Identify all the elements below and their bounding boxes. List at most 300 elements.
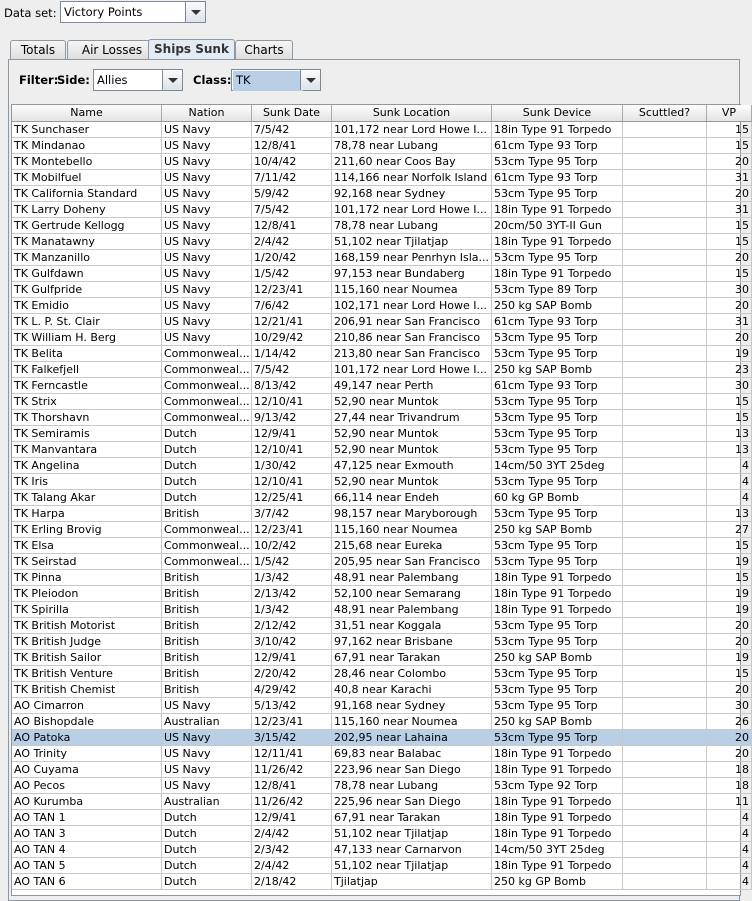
cell-scuttled <box>623 218 707 233</box>
cell-sunk-location: 67,91 near Tarakan <box>332 650 492 665</box>
column-header-sunk-location[interactable]: Sunk Location <box>332 105 492 121</box>
cell-vp: 4 <box>707 874 752 889</box>
cell-nation: US Navy <box>162 122 252 137</box>
cell-vp: 19 <box>707 346 752 361</box>
cell-sunk-location: 115,160 near Noumea <box>332 714 492 729</box>
table-row[interactable] <box>12 362 752 378</box>
table-row[interactable] <box>12 218 752 234</box>
table-row[interactable] <box>12 410 752 426</box>
cell-sunk-date: 1/30/42 <box>252 458 332 473</box>
table-row[interactable] <box>12 554 752 570</box>
cell-vp: 4 <box>707 826 752 841</box>
cell-sunk-date: 1/3/42 <box>252 570 332 585</box>
cell-nation: Commonweal... <box>162 362 252 377</box>
column-header-vp[interactable]: VP <box>707 105 752 121</box>
cell-name: TK Montebello <box>12 154 162 169</box>
cell-sunk-location: 52,90 near Muntok <box>332 426 492 441</box>
cell-sunk-date: 12/25/41 <box>252 490 332 505</box>
cell-sunk-location: 52,100 near Semarang <box>332 586 492 601</box>
cell-sunk-location: 206,91 near San Francisco <box>332 314 492 329</box>
cell-name: AO TAN 3 <box>12 826 162 841</box>
cell-vp: 18 <box>707 762 752 777</box>
cell-sunk-device: 61cm Type 93 Torp <box>492 378 623 393</box>
cell-sunk-device: 53cm Type 95 Torp <box>492 506 623 521</box>
cell-sunk-device: 18in Type 91 Torpedo <box>492 202 623 217</box>
cell-nation: Dutch <box>162 426 252 441</box>
table-row[interactable] <box>12 250 752 266</box>
cell-vp: 20 <box>707 634 752 649</box>
cell-sunk-location: 78,78 near Lubang <box>332 138 492 153</box>
cell-scuttled <box>623 298 707 313</box>
chevron-down-icon[interactable] <box>300 70 320 90</box>
column-header-nation[interactable]: Nation <box>162 105 252 121</box>
cell-name: TK Iris <box>12 474 162 489</box>
cell-vp: 15 <box>707 394 752 409</box>
table-row[interactable] <box>12 170 752 186</box>
cell-scuttled <box>623 794 707 809</box>
cell-sunk-date: 5/13/42 <box>252 698 332 713</box>
cell-nation: Commonweal... <box>162 346 252 361</box>
cell-name: AO Kurumba <box>12 794 162 809</box>
table-row[interactable] <box>12 858 752 874</box>
cell-nation: Commonweal... <box>162 554 252 569</box>
table-row[interactable] <box>12 442 752 458</box>
cell-nation: British <box>162 618 252 633</box>
cell-nation: Australian <box>162 794 252 809</box>
cell-sunk-location: 98,157 near Maryborough <box>332 506 492 521</box>
cell-vp: 19 <box>707 602 752 617</box>
cell-name: TK Mindanao <box>12 138 162 153</box>
table-row[interactable] <box>12 282 752 298</box>
cell-nation: British <box>162 570 252 585</box>
cell-sunk-location: 52,90 near Muntok <box>332 394 492 409</box>
cell-vp: 18 <box>707 778 752 793</box>
cell-sunk-location: 66,114 near Endeh <box>332 490 492 505</box>
cell-sunk-date: 3/15/42 <box>252 730 332 745</box>
table-row[interactable] <box>12 746 752 762</box>
cell-sunk-device: 18in Type 91 Torpedo <box>492 570 623 585</box>
table-row[interactable] <box>12 138 752 154</box>
table-row[interactable] <box>12 570 752 586</box>
cell-sunk-date: 1/5/42 <box>252 266 332 281</box>
cell-sunk-date: 12/10/41 <box>252 394 332 409</box>
cell-name: TK British Venture <box>12 666 162 681</box>
cell-sunk-date: 3/7/42 <box>252 506 332 521</box>
cell-sunk-date: 2/18/42 <box>252 874 332 889</box>
cell-vp: 15 <box>707 666 752 681</box>
cell-sunk-device: 18in Type 91 Torpedo <box>492 602 623 617</box>
cell-vp: 31 <box>707 202 752 217</box>
table-row[interactable] <box>12 346 752 362</box>
cell-sunk-date: 12/8/41 <box>252 138 332 153</box>
table-row[interactable] <box>12 474 752 490</box>
cell-sunk-device: 14cm/50 3YT 25deg <box>492 458 623 473</box>
table-row[interactable] <box>12 842 752 858</box>
table-row[interactable] <box>12 602 752 618</box>
cell-vp: 26 <box>707 714 752 729</box>
cell-scuttled <box>623 618 707 633</box>
cell-scuttled <box>623 730 707 745</box>
cell-scuttled <box>623 378 707 393</box>
table-row[interactable] <box>12 330 752 346</box>
tab-totals[interactable]: Totals <box>10 40 66 59</box>
dataset-select[interactable] <box>60 1 206 23</box>
cell-name: TK Sunchaser <box>12 122 162 137</box>
ships-sunk-panel <box>8 59 749 901</box>
cell-nation: British <box>162 682 252 697</box>
table-body <box>12 122 752 890</box>
cell-sunk-date: 12/23/41 <box>252 522 332 537</box>
cell-sunk-device: 53cm Type 95 Torp <box>492 394 623 409</box>
table-row[interactable] <box>12 154 752 170</box>
cell-sunk-location: 78,78 near Lubang <box>332 778 492 793</box>
table-row[interactable] <box>12 266 752 282</box>
cell-nation: Dutch <box>162 842 252 857</box>
cell-name: TK British Motorist <box>12 618 162 633</box>
table-row[interactable] <box>12 458 752 474</box>
table-row[interactable] <box>12 778 752 794</box>
cell-sunk-date: 12/23/41 <box>252 714 332 729</box>
dataset-label: Data set: <box>4 6 57 20</box>
cell-sunk-date: 10/4/42 <box>252 154 332 169</box>
cell-sunk-location: 115,160 near Noumea <box>332 282 492 297</box>
cell-sunk-location: 92,168 near Sydney <box>332 186 492 201</box>
tab-ships-sunk[interactable]: Ships Sunk <box>148 39 235 60</box>
cell-scuttled <box>623 666 707 681</box>
table-row[interactable] <box>12 586 752 602</box>
table-row[interactable] <box>12 378 752 394</box>
cell-sunk-date: 2/12/42 <box>252 618 332 633</box>
table-row[interactable] <box>12 714 752 730</box>
cell-vp: 20 <box>707 682 752 697</box>
cell-sunk-location: 223,96 near San Diego <box>332 762 492 777</box>
table-row[interactable] <box>12 874 752 890</box>
cell-sunk-date: 12/9/41 <box>252 426 332 441</box>
cell-vp: 19 <box>707 586 752 601</box>
cell-scuttled <box>623 714 707 729</box>
cell-sunk-location: 225,96 near San Diego <box>332 794 492 809</box>
tab-charts[interactable]: Charts <box>235 40 293 59</box>
cell-sunk-device: 250 kg GP Bomb <box>492 874 623 889</box>
cell-sunk-date: 1/14/42 <box>252 346 332 361</box>
cell-sunk-location: 211,60 near Coos Bay <box>332 154 492 169</box>
cell-vp: 20 <box>707 618 752 633</box>
cell-sunk-location: 67,91 near Tarakan <box>332 810 492 825</box>
cell-nation: US Navy <box>162 314 252 329</box>
cell-nation: Dutch <box>162 826 252 841</box>
cell-scuttled <box>623 122 707 137</box>
cell-nation: Dutch <box>162 810 252 825</box>
cell-name: TK Seirstad <box>12 554 162 569</box>
cell-nation: US Navy <box>162 250 252 265</box>
cell-scuttled <box>623 138 707 153</box>
cell-sunk-date: 7/5/42 <box>252 202 332 217</box>
cell-nation: Dutch <box>162 874 252 889</box>
cell-sunk-location: 210,86 near San Francisco <box>332 330 492 345</box>
cell-scuttled <box>623 746 707 761</box>
column-header-scuttled[interactable]: Scuttled? <box>623 105 707 121</box>
cell-sunk-device: 18in Type 91 Torpedo <box>492 122 623 137</box>
cell-sunk-location: 52,90 near Muntok <box>332 442 492 457</box>
cell-name: TK Spirilla <box>12 602 162 617</box>
cell-name: TK Falkefjell <box>12 362 162 377</box>
table-row[interactable] <box>12 826 752 842</box>
cell-sunk-date: 1/20/42 <box>252 250 332 265</box>
column-header-sunk-device[interactable]: Sunk Device <box>492 105 623 121</box>
table-row[interactable] <box>12 234 752 250</box>
table-row[interactable] <box>12 490 752 506</box>
cell-sunk-location: 27,44 near Trivandrum <box>332 410 492 425</box>
cell-sunk-device: 18in Type 91 Torpedo <box>492 826 623 841</box>
cell-sunk-location: 168,159 near Penrhyn Isla... <box>332 250 492 265</box>
table-row[interactable] <box>12 698 752 714</box>
table-row[interactable] <box>12 682 752 698</box>
cell-sunk-location: 215,68 near Eureka <box>332 538 492 553</box>
cell-sunk-location: 48,91 near Palembang <box>332 570 492 585</box>
cell-sunk-device: 53cm Type 95 Torp <box>492 186 623 201</box>
cell-name: TK Ferncastle <box>12 378 162 393</box>
table-row[interactable] <box>12 506 752 522</box>
cell-name: TK Talang Akar <box>12 490 162 505</box>
cell-sunk-device: 18in Type 91 Torpedo <box>492 762 623 777</box>
cell-nation: US Navy <box>162 138 252 153</box>
class-select[interactable] <box>231 69 321 91</box>
cell-vp: 15 <box>707 266 752 281</box>
cell-sunk-location: 48,91 near Palembang <box>332 602 492 617</box>
cell-sunk-location: 115,160 near Noumea <box>332 522 492 537</box>
cell-scuttled <box>623 522 707 537</box>
cell-name: TK Mobilfuel <box>12 170 162 185</box>
cell-nation: Commonweal... <box>162 522 252 537</box>
cell-sunk-date: 9/13/42 <box>252 410 332 425</box>
cell-sunk-device: 53cm Type 95 Torp <box>492 154 623 169</box>
cell-vp: 13 <box>707 442 752 457</box>
table-row[interactable] <box>12 186 752 202</box>
cell-name: AO Cimarron <box>12 698 162 713</box>
table-row[interactable] <box>12 762 752 778</box>
cell-sunk-date: 2/20/42 <box>252 666 332 681</box>
table-row[interactable] <box>12 314 752 330</box>
cell-vp: 11 <box>707 794 752 809</box>
cell-sunk-location: 205,95 near San Francisco <box>332 554 492 569</box>
cell-sunk-device: 250 kg SAP Bomb <box>492 650 623 665</box>
cell-sunk-device: 53cm Type 92 Torp <box>492 778 623 793</box>
cell-name: TK Gulfdawn <box>12 266 162 281</box>
cell-vp: 4 <box>707 842 752 857</box>
chevron-down-icon[interactable] <box>185 2 205 22</box>
cell-name: AO Trinity <box>12 746 162 761</box>
cell-nation: US Navy <box>162 762 252 777</box>
cell-scuttled <box>623 810 707 825</box>
cell-nation: US Navy <box>162 154 252 169</box>
cell-sunk-date: 12/23/41 <box>252 282 332 297</box>
cell-scuttled <box>623 570 707 585</box>
cell-vp: 19 <box>707 650 752 665</box>
cell-vp: 20 <box>707 730 752 745</box>
cell-sunk-date: 2/4/42 <box>252 826 332 841</box>
cell-scuttled <box>623 458 707 473</box>
cell-name: TK Pleiodon <box>12 586 162 601</box>
cell-name: TK Larry Doheny <box>12 202 162 217</box>
cell-sunk-location: 213,80 near San Francisco <box>332 346 492 361</box>
cell-scuttled <box>623 490 707 505</box>
cell-sunk-device: 53cm Type 95 Torp <box>492 346 623 361</box>
cell-sunk-device: 53cm Type 95 Torp <box>492 410 623 425</box>
cell-sunk-location: 49,147 near Perth <box>332 378 492 393</box>
ships-sunk-table[interactable] <box>11 104 749 896</box>
cell-scuttled <box>623 698 707 713</box>
cell-sunk-device: 53cm Type 95 Torp <box>492 618 623 633</box>
cell-sunk-date: 4/29/42 <box>252 682 332 697</box>
cell-vp: 15 <box>707 410 752 425</box>
cell-nation: Dutch <box>162 490 252 505</box>
cell-sunk-location: 101,172 near Lord Howe I... <box>332 202 492 217</box>
cell-name: TK Manvantara <box>12 442 162 457</box>
cell-sunk-device: 53cm Type 95 Torp <box>492 730 623 745</box>
cell-nation: Dutch <box>162 474 252 489</box>
cell-sunk-device: 18in Type 91 Torpedo <box>492 810 623 825</box>
cell-vp: 20 <box>707 154 752 169</box>
cell-name: TK British Sailor <box>12 650 162 665</box>
cell-scuttled <box>623 394 707 409</box>
cell-sunk-date: 7/5/42 <box>252 362 332 377</box>
cell-vp: 15 <box>707 122 752 137</box>
cell-scuttled <box>623 474 707 489</box>
cell-vp: 4 <box>707 490 752 505</box>
cell-name: TK Belita <box>12 346 162 361</box>
cell-nation: Dutch <box>162 858 252 873</box>
cell-sunk-device: 20cm/50 3YT-II Gun <box>492 218 623 233</box>
table-row[interactable] <box>12 522 752 538</box>
cell-sunk-date: 7/6/42 <box>252 298 332 313</box>
cell-sunk-device: 61cm Type 93 Torp <box>492 138 623 153</box>
cell-sunk-location: 47,133 near Carnarvon <box>332 842 492 857</box>
dataset-bar <box>0 0 735 28</box>
cell-nation: British <box>162 634 252 649</box>
cell-nation: US Navy <box>162 746 252 761</box>
cell-sunk-location: 101,172 near Lord Howe I... <box>332 122 492 137</box>
cell-sunk-device: 53cm Type 95 Torp <box>492 426 623 441</box>
cell-scuttled <box>623 650 707 665</box>
cell-sunk-device: 53cm Type 95 Torp <box>492 634 623 649</box>
table-row[interactable] <box>12 426 752 442</box>
cell-scuttled <box>623 314 707 329</box>
cell-sunk-device: 18in Type 91 Torpedo <box>492 746 623 761</box>
cell-vp: 15 <box>707 570 752 585</box>
cell-nation: US Navy <box>162 266 252 281</box>
cell-sunk-device: 53cm Type 95 Torp <box>492 250 623 265</box>
cell-sunk-location: 97,162 near Brisbane <box>332 634 492 649</box>
cell-vp: 4 <box>707 810 752 825</box>
cell-vp: 4 <box>707 858 752 873</box>
cell-sunk-device: 18in Type 91 Torpedo <box>492 234 623 249</box>
table-row[interactable] <box>12 810 752 826</box>
cell-nation: US Navy <box>162 218 252 233</box>
cell-name: AO TAN 1 <box>12 810 162 825</box>
cell-scuttled <box>623 554 707 569</box>
cell-sunk-date: 11/26/42 <box>252 762 332 777</box>
cell-sunk-location: 102,171 near Lord Howe I... <box>332 298 492 313</box>
cell-sunk-device: 53cm Type 95 Torp <box>492 474 623 489</box>
cell-scuttled <box>623 250 707 265</box>
cell-name: TK L. P. St. Clair <box>12 314 162 329</box>
cell-scuttled <box>623 282 707 297</box>
table-row[interactable] <box>12 298 752 314</box>
cell-nation: Commonweal... <box>162 394 252 409</box>
cell-scuttled <box>623 426 707 441</box>
cell-sunk-device: 53cm Type 95 Torp <box>492 666 623 681</box>
table-row[interactable] <box>12 666 752 682</box>
cell-name: TK Manzanillo <box>12 250 162 265</box>
cell-nation: Australian <box>162 714 252 729</box>
cell-sunk-date: 2/3/42 <box>252 842 332 857</box>
cell-scuttled <box>623 826 707 841</box>
cell-sunk-location: 47,125 near Exmouth <box>332 458 492 473</box>
cell-sunk-date: 11/26/42 <box>252 794 332 809</box>
cell-scuttled <box>623 170 707 185</box>
table-row[interactable] <box>12 538 752 554</box>
cell-scuttled <box>623 506 707 521</box>
column-header-name[interactable]: Name <box>12 105 162 121</box>
cell-nation: British <box>162 602 252 617</box>
cell-scuttled <box>623 266 707 281</box>
table-row[interactable] <box>12 618 752 634</box>
cell-nation: US Navy <box>162 282 252 297</box>
cell-name: AO Cuyama <box>12 762 162 777</box>
table-row[interactable] <box>12 634 752 650</box>
cell-nation: Commonweal... <box>162 378 252 393</box>
cell-sunk-device: 18in Type 91 Torpedo <box>492 794 623 809</box>
column-header-sunk-date[interactable]: Sunk Date <box>252 105 332 121</box>
cell-scuttled <box>623 842 707 857</box>
side-select[interactable] <box>93 69 183 91</box>
tab-air-losses[interactable]: Air Losses <box>67 40 157 59</box>
cell-vp: 30 <box>707 378 752 393</box>
cell-sunk-location: 51,102 near Tjilatjap <box>332 858 492 873</box>
cell-sunk-device: 250 kg SAP Bomb <box>492 714 623 729</box>
cell-vp: 20 <box>707 186 752 201</box>
table-row[interactable] <box>12 122 752 138</box>
cell-nation: US Navy <box>162 330 252 345</box>
cell-scuttled <box>623 602 707 617</box>
cell-vp: 20 <box>707 746 752 761</box>
cell-nation: British <box>162 586 252 601</box>
cell-sunk-location: 52,90 near Muntok <box>332 474 492 489</box>
table-row[interactable] <box>12 394 752 410</box>
cell-name: AO TAN 5 <box>12 858 162 873</box>
cell-name: TK Strix <box>12 394 162 409</box>
cell-name: TK Manatawny <box>12 234 162 249</box>
cell-scuttled <box>623 586 707 601</box>
cell-sunk-device: 53cm Type 95 Torp <box>492 330 623 345</box>
cell-scuttled <box>623 874 707 889</box>
cell-name: AO Bishopdale <box>12 714 162 729</box>
cell-sunk-device: 53cm Type 95 Torp <box>492 682 623 697</box>
table-row[interactable] <box>12 202 752 218</box>
cell-vp: 27 <box>707 522 752 537</box>
cell-vp: 30 <box>707 698 752 713</box>
cell-sunk-location: 114,166 near Norfolk Island <box>332 170 492 185</box>
cell-sunk-location: 69,83 near Balabac <box>332 746 492 761</box>
table-row[interactable] <box>12 794 752 810</box>
cell-sunk-date: 12/9/41 <box>252 650 332 665</box>
cell-sunk-date: 12/8/41 <box>252 778 332 793</box>
chevron-down-icon[interactable] <box>162 70 182 90</box>
table-row[interactable] <box>12 650 752 666</box>
cell-name: TK British Chemist <box>12 682 162 697</box>
dataset-select-value: Victory Points <box>64 5 143 19</box>
table-row[interactable] <box>12 730 752 746</box>
